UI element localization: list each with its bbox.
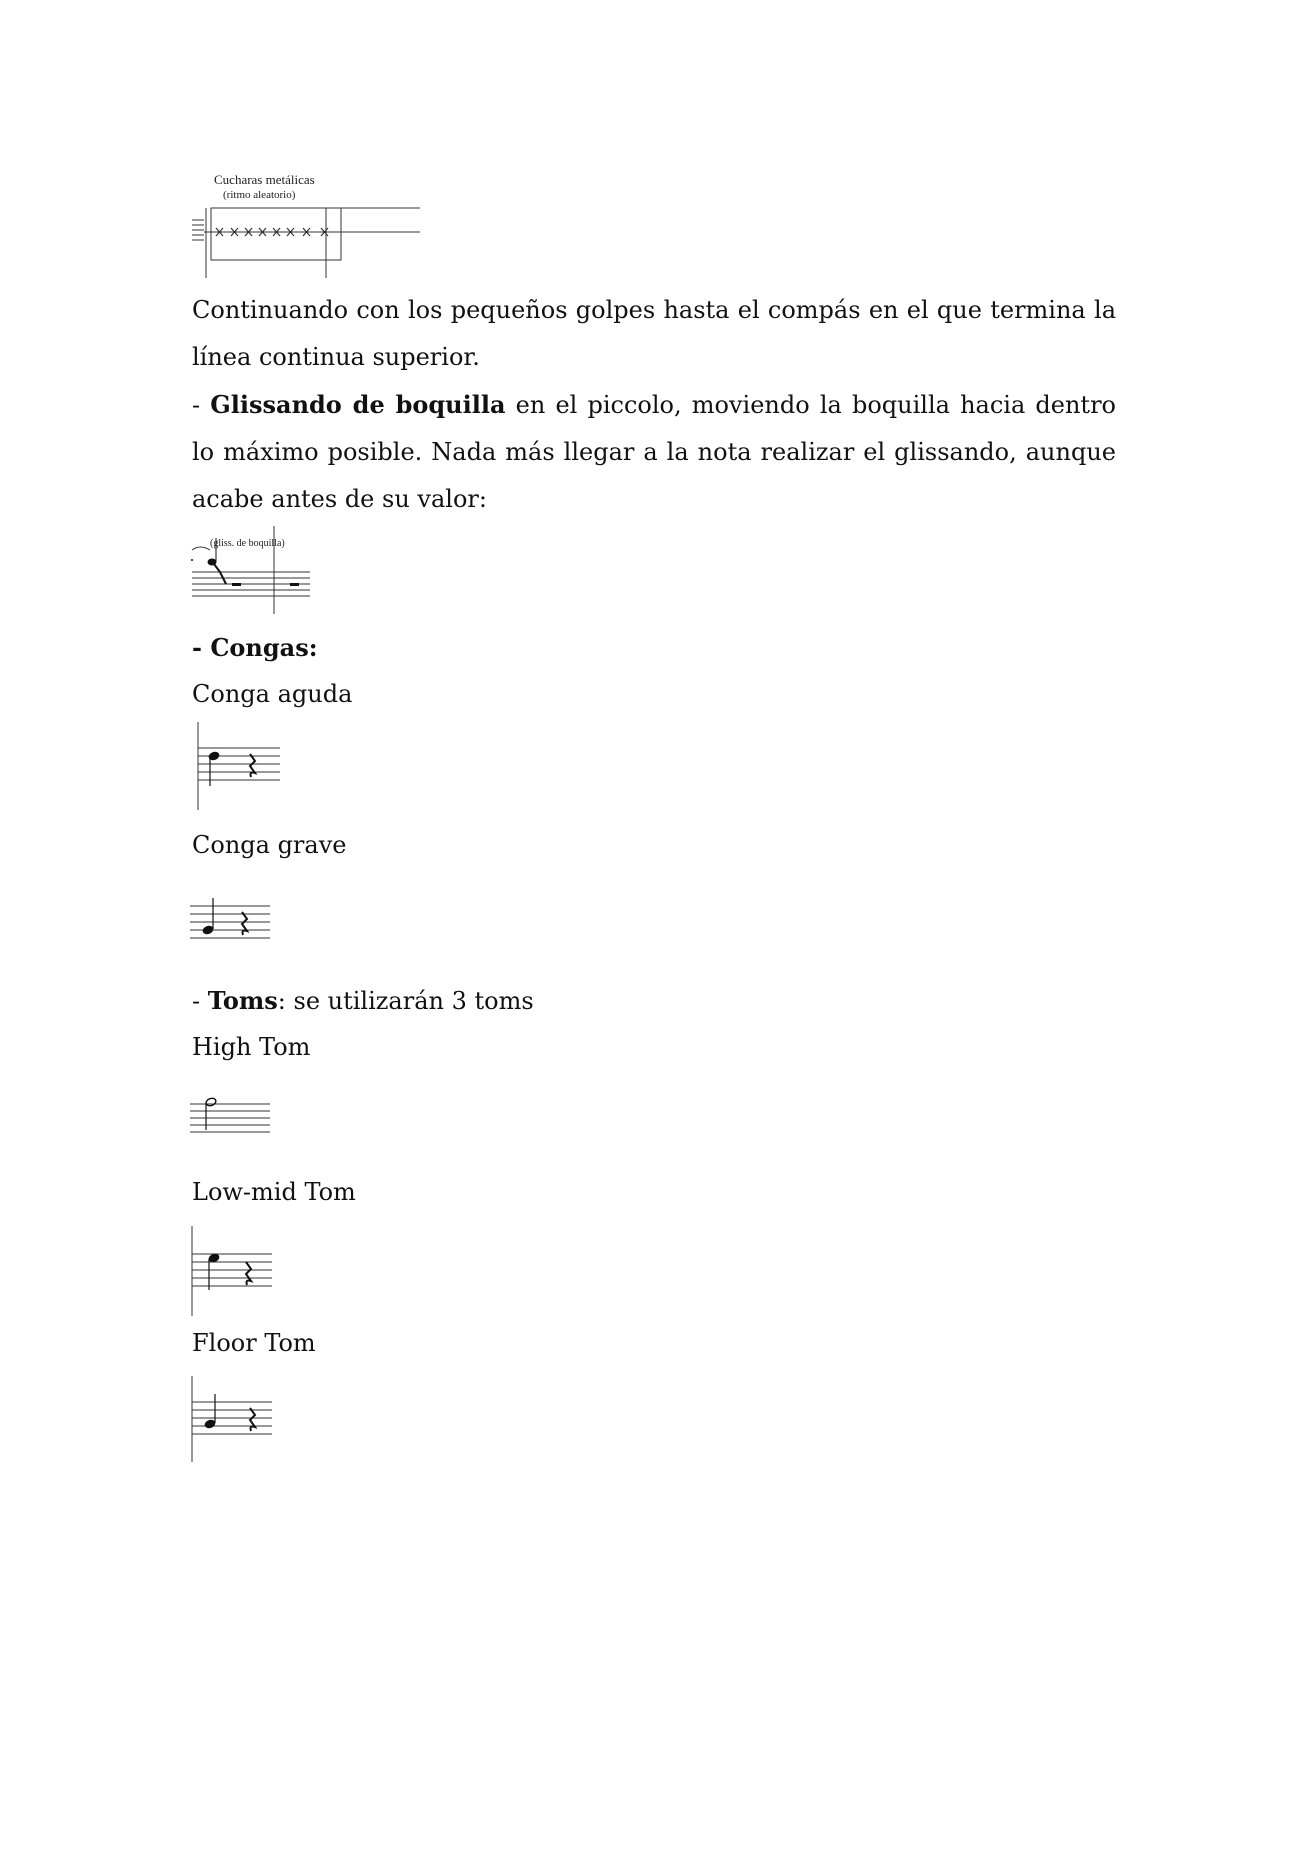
high-tom-notation bbox=[190, 1094, 280, 1140]
toms-heading bbox=[192, 977, 1116, 1025]
low-mid-tom-notation bbox=[190, 1226, 280, 1318]
glissando-dot bbox=[191, 559, 193, 561]
conga-aguda-rest bbox=[250, 754, 255, 777]
high-tom-label bbox=[192, 1024, 1116, 1071]
floor-tom-staff-lines bbox=[192, 1402, 272, 1434]
continuation-text: Continuando con los pequeños golpes hasta el compás en el que termina la línea continua superior. bbox=[192, 296, 1116, 371]
spoons-notation-figure bbox=[190, 168, 430, 288]
spoons-staff-svg bbox=[190, 168, 430, 288]
high-tom-text: High Tom bbox=[192, 1033, 311, 1061]
floor-tom-staff-svg bbox=[190, 1376, 280, 1466]
glissando-text: en el piccolo, moviendo la boquilla hacia dentro lo máximo posible. Nada más llegar a la nota realizar el glissando, aunque acabe antes de su valor: bbox=[192, 391, 1116, 513]
floor-tom-text: Floor Tom bbox=[192, 1329, 316, 1357]
conga-aguda-staff-svg bbox=[190, 722, 290, 818]
conga-grave-label bbox=[192, 822, 1116, 869]
conga-aguda-notation bbox=[190, 722, 290, 818]
glissando-prefix: - bbox=[192, 391, 211, 419]
congas-heading-text: - Congas: bbox=[192, 633, 318, 662]
high-tom-staff-lines bbox=[190, 1104, 270, 1132]
glissando-paragraph bbox=[192, 381, 1116, 523]
low-mid-tom-text: Low-mid Tom bbox=[192, 1178, 356, 1206]
glissando-rest-2 bbox=[290, 583, 299, 586]
toms-text: : se utilizarán 3 toms bbox=[277, 987, 534, 1015]
high-tom-half-notehead bbox=[205, 1097, 217, 1107]
glissando-slur bbox=[192, 547, 210, 550]
glissando-notation-figure bbox=[190, 526, 320, 616]
floor-tom-label bbox=[192, 1320, 1116, 1367]
conga-aguda-text: Conga aguda bbox=[192, 680, 353, 708]
conga-grave-notation bbox=[190, 896, 280, 952]
glissando-staff-svg bbox=[190, 526, 320, 616]
conga-grave-text: Conga grave bbox=[192, 831, 347, 859]
low-mid-tom-label bbox=[192, 1169, 1116, 1216]
glissando-line bbox=[214, 564, 226, 584]
conga-aguda-label bbox=[192, 671, 1116, 718]
spoons-title: Cucharas metálicas bbox=[214, 172, 315, 187]
congas-heading bbox=[192, 624, 1116, 672]
conga-grave-rest bbox=[242, 912, 247, 935]
low-mid-tom-staff-svg bbox=[190, 1226, 280, 1318]
low-mid-tom-rest bbox=[246, 1262, 251, 1285]
spoons-staff-lines bbox=[192, 208, 420, 240]
low-mid-tom-staff-lines bbox=[192, 1254, 272, 1286]
glissando-term: Glissando de boquilla bbox=[210, 390, 506, 419]
floor-tom-rest bbox=[250, 1408, 255, 1431]
spoons-bracket-box bbox=[211, 208, 341, 260]
glissando-label: (gliss. de boquilla) bbox=[210, 538, 285, 549]
high-tom-staff-svg bbox=[190, 1094, 280, 1140]
glissando-rest-1 bbox=[232, 583, 241, 586]
conga-grave-staff-svg bbox=[190, 896, 280, 952]
floor-tom-notation bbox=[190, 1376, 280, 1466]
conga-grave-staff-lines bbox=[190, 906, 270, 938]
spoons-subtitle: (ritmo aleatorio) bbox=[223, 189, 296, 201]
continuation-paragraph bbox=[192, 287, 1116, 381]
toms-prefix: - bbox=[192, 987, 208, 1015]
toms-term: Toms bbox=[207, 986, 278, 1015]
